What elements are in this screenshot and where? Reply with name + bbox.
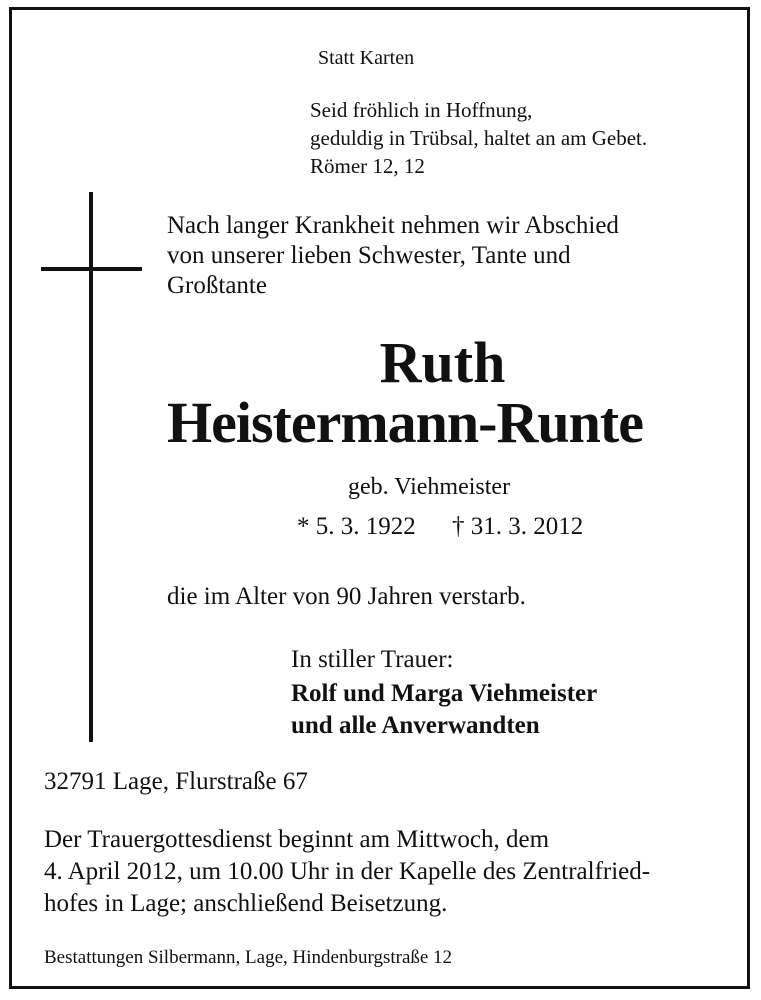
deceased-last-name: Heistermann-Runte (167, 390, 643, 455)
deceased-first-name: Ruth (379, 330, 506, 395)
born-name: geb. Viehmeister (348, 474, 511, 500)
funeral-home: Bestattungen Silbermann, Lage, Hindenburgstraße 12 (44, 947, 453, 968)
address: 32791 Lage, Flurstraße 67 (44, 768, 308, 795)
death-date: † 31. 3. 2012 (452, 513, 584, 540)
verse-reference: Römer 12, 12 (310, 154, 425, 178)
cross-vertical-bar (89, 192, 93, 742)
intro-line-1: Nach langer Krankheit nehmen wir Abschied (167, 212, 619, 239)
intro-line-2: von unserer lieben Schwester, Tante und (167, 242, 571, 269)
cross-horizontal-bar (41, 267, 142, 271)
service-line-3: hofes in Lage; anschließend Beisetzung. (44, 890, 448, 917)
mourners-line-2: und alle Anverwandten (291, 712, 540, 739)
mourning-label: In stiller Trauer: (291, 646, 454, 673)
mourners-line-1: Rolf und Marga Viehmeister (291, 680, 598, 707)
age-line: die im Alter von 90 Jahren verstarb. (167, 583, 526, 610)
birth-date: * 5. 3. 1922 (297, 513, 416, 540)
statt-karten-text: Statt Karten (318, 47, 415, 69)
service-line-2: 4. April 2012, um 10.00 Uhr in der Kapelle des Zentralfried- (44, 858, 651, 885)
intro-line-3: Großtante (167, 272, 267, 299)
verse-line-1: Seid fröhlich in Hoffnung, (310, 98, 533, 122)
verse-line-2: geduldig in Trübsal, haltet an am Gebet. (310, 126, 648, 150)
service-line-1: Der Trauergottesdienst beginnt am Mittwoch, dem (44, 826, 550, 853)
